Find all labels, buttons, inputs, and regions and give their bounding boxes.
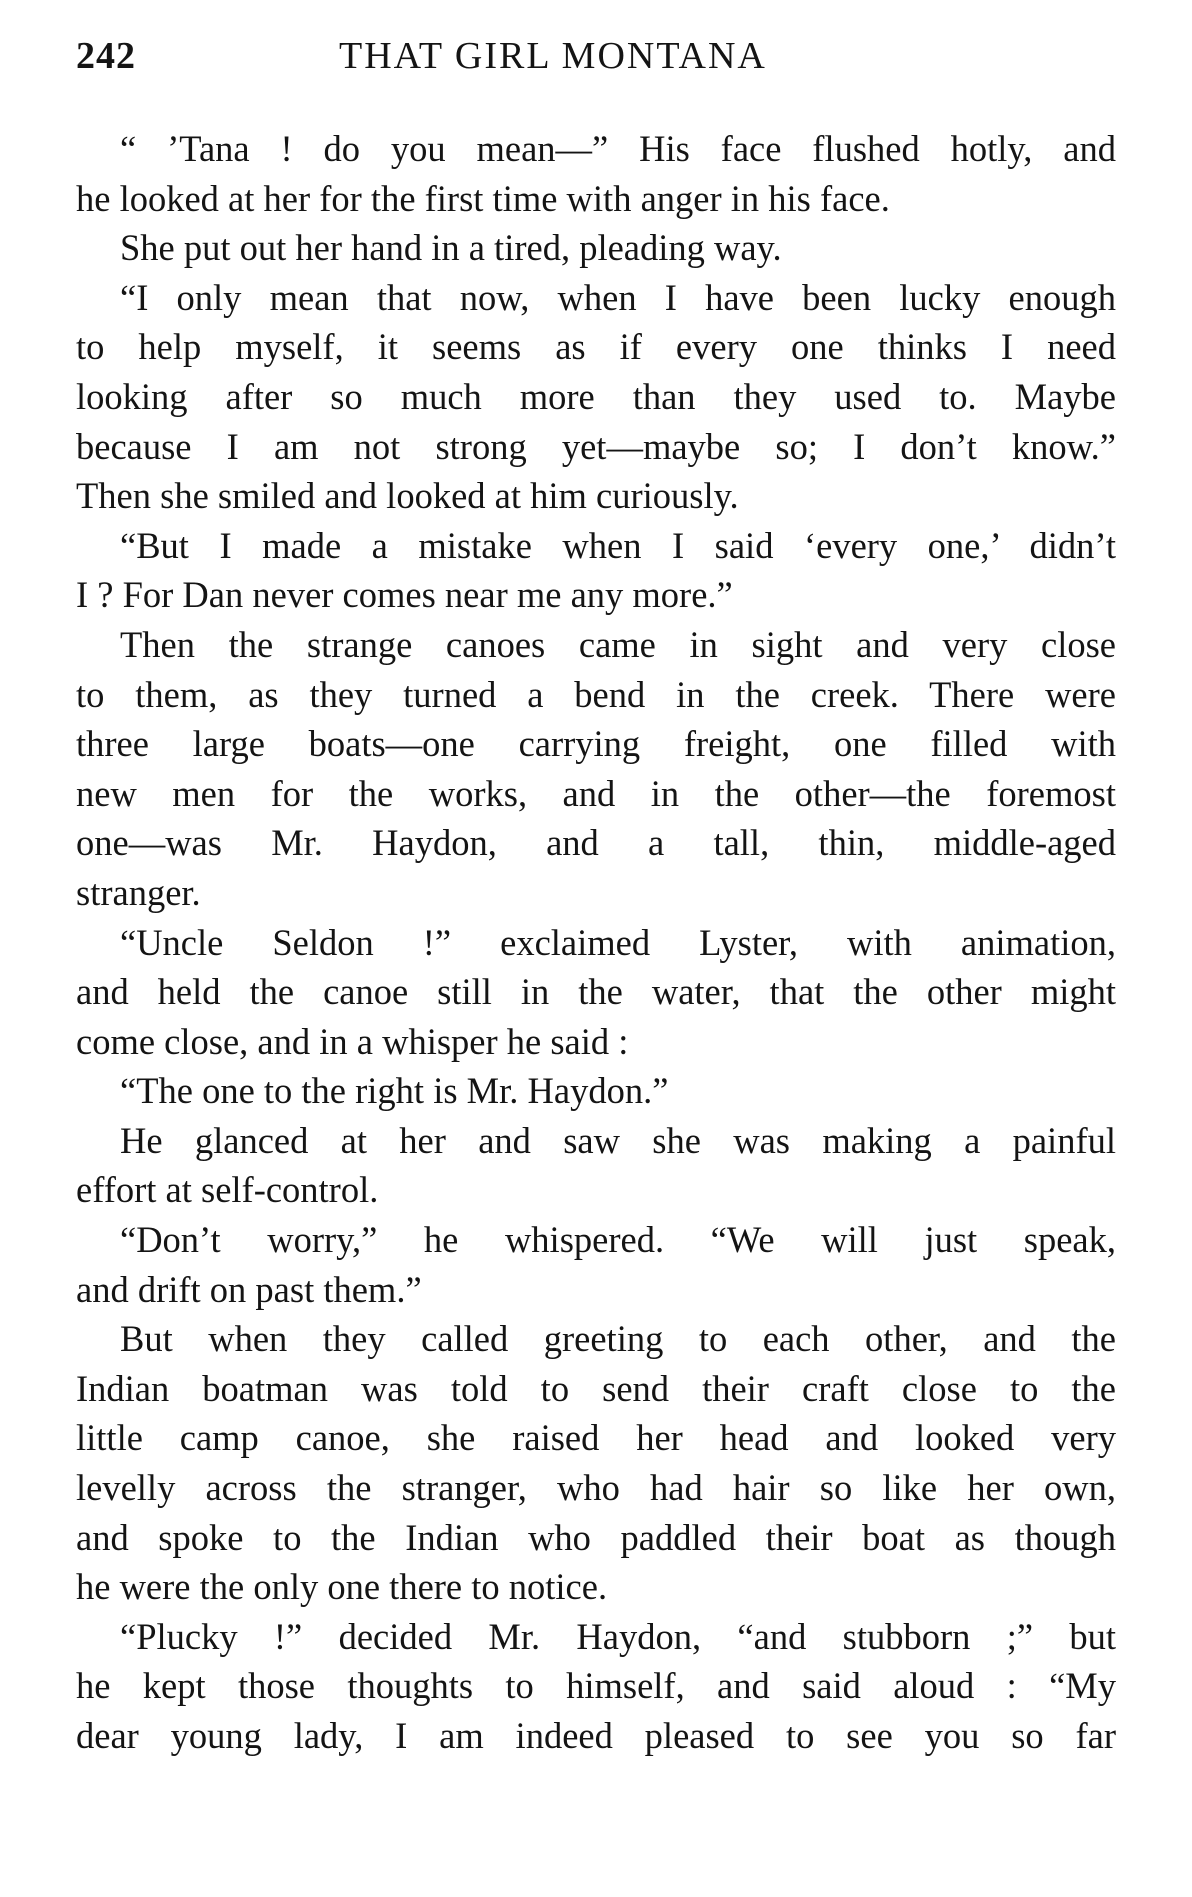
text-line: Then the strange canoes came in sight and very close (120, 623, 1116, 665)
text-line: effort at self-control. (76, 1169, 379, 1211)
text-line: But when they called greeting to each other, and the (120, 1318, 1116, 1360)
page-number: 242 (76, 35, 136, 77)
text-line: “ ’Tana ! do you mean—” His face flushed hotly, and (120, 128, 1116, 169)
text-line: Then she smiled and looked at him curiously. (76, 475, 739, 517)
text-line: levelly across the stranger, who had hair so like her own, (76, 1467, 1116, 1509)
text-line: one—was Mr. Haydon, and a tall, thin, middle-aged (76, 822, 1116, 864)
text-line: “I only mean that now, when I have been lucky enough (120, 276, 1116, 318)
text-line: three large boats—one carrying freight, one filled with (76, 723, 1116, 765)
text-line: and drift on past them.” (76, 1268, 422, 1310)
text-line: stranger. (76, 871, 201, 913)
text-line: because I am not strong yet—maybe so; I don’t know.” (76, 425, 1116, 467)
text-line: She put out her hand in a tired, pleading way. (120, 227, 782, 269)
text-line: looking after so much more than they used to. Maybe (76, 375, 1116, 417)
text-line: Indian boatman was told to send their craft close to the (76, 1367, 1116, 1409)
text-line: to them, as they turned a bend in the creek. There were (76, 673, 1116, 715)
text-line: “But I made a mistake when I said ‘every one,’ didn’t (120, 524, 1116, 566)
text-line: little camp canoe, she raised her head and looked very (76, 1417, 1116, 1459)
text-line: to help myself, it seems as if every one thinks I need (76, 326, 1116, 368)
text-line: He glanced at her and saw she was making a painful (120, 1119, 1116, 1161)
text-line: I ? For Dan never comes near me any more.” (76, 574, 733, 616)
text-line: “The one to the right is Mr. Haydon.” (120, 1070, 669, 1112)
body-text (76, 124, 1116, 1761)
text-line: he looked at her for the first time with anger in his face. (76, 177, 890, 219)
text-line: he kept those thoughts to himself, and said aloud : “My (76, 1665, 1116, 1707)
text-line: come close, and in a whisper he said : (76, 1020, 629, 1062)
text-line: new men for the works, and in the other—the foremost (76, 772, 1116, 814)
text-line: “Don’t worry,” he whispered. “We will just speak, (120, 1219, 1116, 1261)
text-line: “Plucky !” decided Mr. Haydon, “and stubborn ;” but (120, 1615, 1116, 1657)
text-line: “Uncle Seldon !” exclaimed Lyster, with animation, (120, 921, 1116, 963)
text-line: dear young lady, I am indeed pleased to see you so far (76, 1715, 1116, 1756)
text-line: and spoke to the Indian who paddled their boat as though (76, 1516, 1116, 1558)
text-line: he were the only one there to notice. (76, 1566, 608, 1608)
page-header (76, 34, 1116, 94)
running-title: THAT GIRL MONTANA (339, 35, 767, 77)
text-line: and held the canoe still in the water, that the other might (76, 971, 1116, 1013)
